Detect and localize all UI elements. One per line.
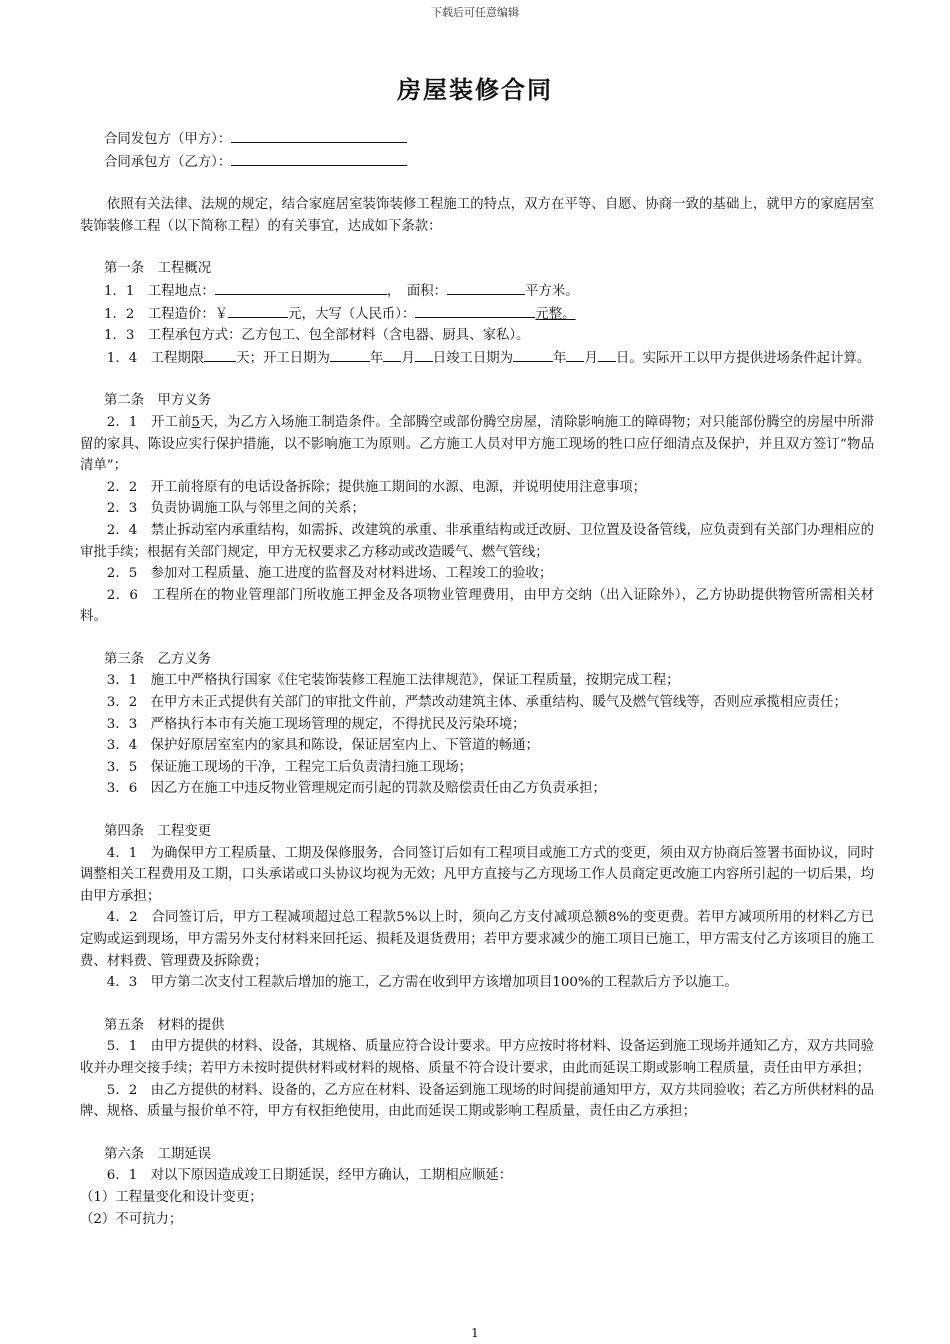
clause-5-1: 5．1 由甲方提供的材料、设备，其规格、质量应符合设计要求。甲方应按时将材料、设备运到施工现场并通知乙方，双方共同验收并办理交接手续；若甲方未按时提供材料或材料的规格、质量不符合设计要求，由此而延误工期或影响工程质量，责任由甲方承担； [80, 1039, 874, 1076]
clause-2-4: 2．4 禁止拆动室内承重结构，如需拆、改建筑的承重、非承重结构或迁改厨、卫位置及设备管线，应负责到有关部门办理相应的审批手续；根据有关部门规定，甲方无权要求乙方移动或改造暖气、燃气管线； [80, 522, 874, 560]
cost-words-blank [415, 303, 535, 318]
cost-label: 1．2 工程造价：￥ [104, 306, 229, 322]
clause-1-1-label: 1．1 工程地点： [104, 283, 215, 299]
clause-1-4-d: 月 [401, 350, 415, 366]
clause-3-3: 3．3 严格执行本市有关施工现场管理的规定，不得扰民及污染环境； [106, 716, 526, 732]
clause-4-2: 4．2 合同签订后，甲方工程减项超过总工程款5%以上时，须向乙方支付减项总额8%的变更费。若甲方减项所用的材料乙方已定购或运到现场，甲方需另外支付材料来回托运、损耗及退货费用；若甲方要求减少的施工项目已施工，甲方需支付乙方该项目的施工费、材料费、管理费及拆除费； [80, 910, 874, 969]
clause-3-2: 3．2 在甲方未正式提供有关部门的审批文件前，严禁改动建筑主体、承重结构、暖气及燃气管线等，否则应承揽相应责任； [106, 695, 847, 711]
start-day-blank [415, 347, 433, 362]
clause-6-1: 6．1 对以下原因造成竣工日期延误，经甲方确认，工期相应顺延： [106, 1168, 513, 1184]
area-blank [447, 280, 525, 295]
clause-1-4-e: 日竣工日期为 [432, 350, 514, 366]
intro-paragraph: 依照有关法律、法规的规定，结合家庭居室装饰装修工程施工的特点，双方在平等、自愿、协商一致的基础上，就甲方的家庭居室装饰装修工程（以下简称工程）的有关事宜，达成如下条款： [80, 197, 874, 234]
end-day-blank [598, 347, 616, 362]
clause-2-2: 2．2 开工前将原有的电话设备拆除；提供施工期间的水源、电源，并说明使用注意事项； [106, 479, 647, 495]
clause-3-4: 3．4 保护好原居室室内的家具和陈设，保证居室内上、下管道的畅通； [106, 738, 539, 754]
clause-2-1-b: 天，为乙方入场施工制造条件。全部腾空或部份腾空房屋，清除影响施工的障碍物；对只能部份腾空的房屋中所滞留的家具、陈设应实行保护措施，以不影响施工为原则。乙方施工人员对甲方施工现场的牲口应仔细清点及保护，并且双方签订“物品清单”； [80, 414, 874, 474]
clause-6-1-item-1: （1）工程量变化和设计变更； [80, 1189, 263, 1205]
contract-body [80, 128, 874, 1230]
section-4-title: 第四条 工程变更 [104, 824, 212, 840]
clause-1-4-g: 月 [584, 350, 598, 366]
party-a-blank [231, 128, 407, 143]
section-3-title: 第三条 乙方义务 [104, 651, 212, 667]
clause-2-1 [80, 412, 874, 477]
clause-2-5: 2．5 参加对工程质量、施工进度的监督及对材料进场、工程竣工的验收； [106, 566, 553, 582]
site-address-blank [215, 280, 387, 295]
clause-2-3: 2．3 负责协调施工队与邻里之间的关系； [106, 501, 365, 517]
party-b-label: 合同承包方（乙方）： [104, 154, 232, 170]
party-a-line [80, 128, 874, 151]
clause-3-1: 3．1 施工中严格执行国家《住宅装饰装修工程施工法律规范》，保证工程质量，按期完成工程； [106, 673, 680, 689]
clause-4-1: 4．1 为确保甲方工程质量、工期及保修服务，合同签订后如有工程项目或施工方式的变更，须由双方协商后签署书面协议，同时调整相关工程费用及工期，口头承诺或口头协议均视为无效；凡甲方直接与乙方现场工作人员商定更改施工内容所引起的一切后果，均由甲方承担； [80, 845, 874, 904]
clause-1-3: 1．3 工程承包方式：乙方包工、包全部材料（含电器、厨具、家私）。 [104, 328, 530, 344]
clause-2-1-a: 2．1 开工前 [106, 414, 192, 430]
prep-days: 5 [191, 414, 200, 430]
section-1-title: 第一条 工程概况 [104, 261, 212, 277]
start-month-blank [383, 347, 401, 362]
clause-1-4-b: 天；开工日期为 [236, 350, 330, 366]
cost-words-label: 元，大写（人民币）： [288, 306, 416, 322]
clause-1-4 [80, 347, 874, 370]
party-a-label: 合同发包方（甲方）： [104, 132, 232, 147]
party-b-line [80, 151, 874, 174]
clause-2-6: 2．6 工程所在的物业管理部门所收施工押金及各项物业管理费用，由甲方交纳（出入证除外），乙方协助提供物管所需相关材料。 [80, 587, 874, 625]
clause-1-1 [80, 280, 874, 303]
section-6-title: 第六条 工期延误 [104, 1146, 212, 1162]
clause-1-4-a: 1．4 工程期限 [106, 350, 205, 366]
area-label: ， 面积： [386, 283, 448, 299]
header-note: 下载后可任意编辑 [431, 6, 519, 19]
clause-1-4-h: 日。实际开工以甲方提供进场条件起计算。 [615, 350, 871, 366]
cost-unit: 元整。 [535, 306, 576, 322]
clause-4-3: 4．3 甲方第二次支付工程款后增加的施工，乙方需在收到甲方该增加项目100%的工程款后方予以施工。 [106, 975, 738, 991]
area-unit: 平方米。 [525, 283, 579, 299]
clause-3-6: 3．6 因乙方在施工中违反物业管理规定而引起的罚款及赔偿责任由乙方负责承担； [106, 781, 606, 797]
page-number: 1 [471, 1326, 479, 1340]
period-blank [204, 347, 236, 362]
party-b-blank [231, 151, 407, 166]
cost-blank [228, 303, 288, 318]
clause-1-2 [80, 303, 874, 326]
end-month-blank [566, 347, 584, 362]
clause-1-4-c: 年 [369, 350, 384, 366]
start-year-blank [330, 347, 370, 362]
clause-1-4-f: 年 [553, 350, 567, 366]
clause-3-5: 3．5 保证施工现场的干净，工程完工后负责清扫施工现场； [106, 759, 472, 775]
document-title: 房屋装修合同 [397, 75, 553, 104]
section-2-title: 第二条 甲方义务 [104, 393, 212, 409]
clause-5-2: 5．2 由乙方提供的材料、设备的，乙方应在材料、设备运到施工现场的时间提前通知甲方，双方共同验收；若乙方所供材料的品牌、规格、质量与报价单不符，甲方有权拒绝使用，由此而延误工期或影响工程质量，责任由乙方承担； [80, 1082, 874, 1120]
section-5-title: 第五条 材料的提供 [104, 1017, 225, 1033]
clause-6-1-item-2: （2）不可抗力； [80, 1211, 183, 1227]
end-year-blank [513, 347, 553, 362]
